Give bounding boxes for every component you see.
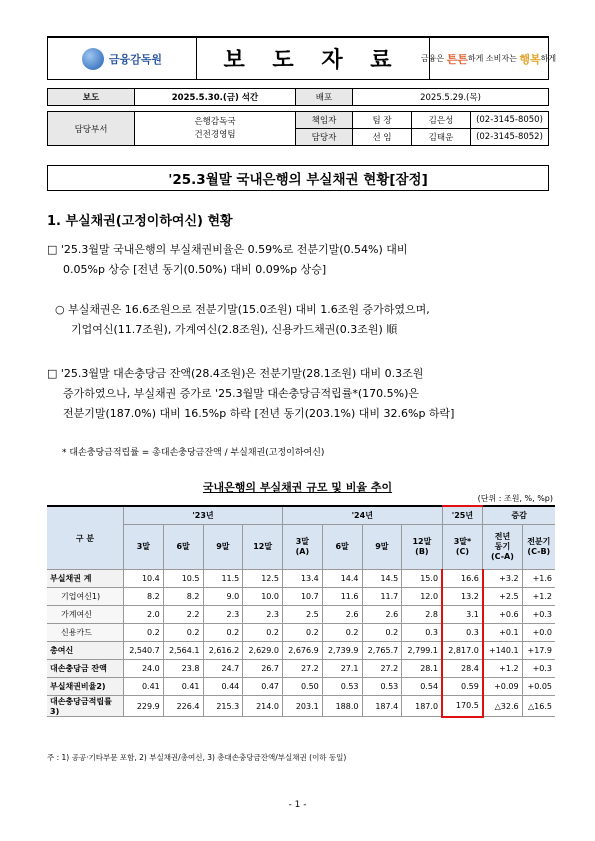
paragraph-3 (47, 364, 555, 424)
table-cell: +3.2 (483, 570, 522, 588)
table-cell: 10.4 (124, 570, 164, 588)
table-cell: 8.2 (163, 588, 203, 606)
table-cell: 0.44 (203, 678, 243, 696)
table-cell: 0.3 (402, 624, 442, 642)
table-cell: 2.2 (163, 606, 203, 624)
staff-phone: (02-3145-8052) (471, 129, 549, 146)
col-label-header: 구 분 (47, 506, 124, 570)
table-cell: 187.4 (362, 696, 402, 717)
table-cell: 2.3 (243, 606, 283, 624)
slogan-word2: 행복 (519, 52, 541, 66)
table-cell: 2.6 (322, 606, 362, 624)
table-cell: 0.2 (243, 624, 283, 642)
table-cell: 27.1 (322, 660, 362, 678)
table-cell: 2,540.7 (124, 642, 164, 660)
table-note: 주 : 1) 공공·기타부문 포함, 2) 부실채권/총여신, 3) 총대손충당금잔액/부실채권 (이하 동일) (47, 753, 347, 762)
table-cell: 226.4 (163, 696, 203, 717)
table-cell: 2,739.9 (322, 642, 362, 660)
table-row (47, 570, 555, 588)
table-cell: 11.6 (322, 588, 362, 606)
release-date: 2025.5.30.(금) 석간 (135, 89, 296, 106)
table-cell: △16.5 (522, 696, 555, 717)
table-cell: 14.4 (322, 570, 362, 588)
table-cell: 28.1 (402, 660, 442, 678)
table-cell: △32.6 (483, 696, 522, 717)
table-cell: 27.2 (283, 660, 323, 678)
table-cell: +17.9 (522, 642, 555, 660)
slogan-cell (420, 38, 557, 79)
table-cell: 28.4 (442, 660, 483, 678)
table-cell: 2,765.7 (362, 642, 402, 660)
table-row (47, 606, 555, 624)
table-cell: 2.0 (124, 606, 164, 624)
table-cell: 2,817.0 (442, 642, 483, 660)
table-cell: +0.1 (483, 624, 522, 642)
p2-line2: 기업여신(11.7조원), 가계여신(2.8조원), 신용카드채권(0.3조원) 順 (71, 323, 398, 336)
table-cell: 2.3 (203, 606, 243, 624)
table-cell: 0.2 (283, 624, 323, 642)
table-cell: 203.1 (283, 696, 323, 717)
table-cell: 10.7 (283, 588, 323, 606)
bullet-circle: ○ (55, 303, 65, 316)
table-title: 국내은행의 부실채권 규모 및 비율 추이 (202, 481, 393, 494)
slogan-prefix: 금융은 (420, 54, 445, 63)
table-cell: +1.2 (483, 660, 522, 678)
table-cell: 214.0 (243, 696, 283, 717)
slogan-suffix: 하게 (540, 54, 557, 63)
table-cell: 24.0 (124, 660, 164, 678)
year-header-24: '24년 (283, 506, 443, 525)
table-cell: 0.53 (322, 678, 362, 696)
table-cell: 2,799.1 (402, 642, 442, 660)
npl-data-table (47, 505, 555, 718)
table-cell: 2.8 (402, 606, 442, 624)
dept-name-2: 건전경영팀 (194, 129, 236, 140)
table-cell: 0.2 (163, 624, 203, 642)
table-cell: 0.47 (243, 678, 283, 696)
p3-line1: '25.3월말 대손충당금 잔액(28.4조원)은 전분기말(28.1조원) 대비 0.3조원 (60, 367, 424, 380)
table-cell: 10.0 (243, 588, 283, 606)
release-info-table (47, 88, 549, 106)
page-number: - 1 - (288, 800, 307, 810)
table-cell: 15.0 (402, 570, 442, 588)
logo-cell (48, 38, 197, 79)
dept-name-1: 은행감독국 (194, 116, 236, 127)
table-cell: 0.2 (362, 624, 402, 642)
title-cell (196, 38, 430, 79)
footnote-star: * 대손충당금적립률 = 총대손충당금잔액 / 부실채권(고정이하여신) (62, 448, 325, 458)
table-cell: 12.0 (402, 588, 442, 606)
table-cell: 14.5 (362, 570, 402, 588)
dist-label: 배포 (296, 89, 353, 106)
table-cell: 3.1 (442, 606, 483, 624)
dept-label: 담당부서 (48, 112, 135, 146)
col-header: 6말 (163, 525, 203, 570)
table-cell: 0.54 (402, 678, 442, 696)
year-header-25: '25년 (442, 506, 483, 525)
table-cell: 2,616.2 (203, 642, 243, 660)
logo-text: 금융감독원 (108, 52, 163, 66)
col-header: 9말 (362, 525, 402, 570)
table-cell: 0.2 (203, 624, 243, 642)
header-box (47, 36, 557, 80)
table-cell: 2,629.0 (243, 642, 283, 660)
table-cell: 13.2 (442, 588, 483, 606)
staff-title: 선 임 (353, 129, 412, 146)
table-cell: 11.7 (362, 588, 402, 606)
table-cell: +1.2 (522, 588, 555, 606)
dist-date: 2025.5.29.(목) (353, 89, 549, 106)
table-row (47, 588, 555, 606)
table-cell: +0.09 (483, 678, 522, 696)
col-header: 전년 동기 (C-A) (483, 525, 522, 570)
resp-phone: (02-3145-8050) (471, 112, 549, 129)
resp-title: 팀 장 (353, 112, 412, 129)
table-cell: +0.3 (522, 606, 555, 624)
table-cell: +0.3 (522, 660, 555, 678)
p3-line2: 증가하였으나, 부실채권 증가로 '25.3월말 대손충당금적립률*(170.5%)은 (63, 387, 420, 400)
table-cell: 215.3 (203, 696, 243, 717)
table-cell: 2.6 (362, 606, 402, 624)
release-label: 보도 (48, 89, 135, 106)
slogan-mid: 하게 소비자는 (467, 54, 517, 63)
table-cell: 0.2 (124, 624, 164, 642)
table-cell: 2.5 (283, 606, 323, 624)
table-cell: 9.0 (203, 588, 243, 606)
table-unit: (단위 : 조원, %, %p) (477, 494, 553, 503)
slogan-word1: 튼튼 (446, 52, 468, 66)
table-row (47, 642, 555, 660)
row-label: 부실채권 계 (47, 570, 124, 588)
row-label: 신용카드 (47, 624, 124, 642)
table-row (47, 660, 555, 678)
table-cell: 0.50 (283, 678, 323, 696)
row-label: 대손충당금적립률3) (47, 696, 124, 717)
staff-label: 담당자 (296, 129, 353, 146)
p3-line3: 전분기말(187.0%) 대비 16.5%p 하락 [전년 동기(203.1%) 대비 32.6%p 하락] (63, 407, 455, 420)
resp-label: 책임자 (296, 112, 353, 129)
table-cell: +0.6 (483, 606, 522, 624)
col-header: 6말 (322, 525, 362, 570)
bullet-square: □ (47, 243, 58, 256)
table-cell: 27.2 (362, 660, 402, 678)
table-cell: +1.6 (522, 570, 555, 588)
year-header-23: '23년 (124, 506, 283, 525)
table-cell: 0.2 (322, 624, 362, 642)
report-title: '25.3월말 국내은행의 부실채권 현황[잠정] (47, 165, 549, 191)
table-cell: 2,564.1 (163, 642, 203, 660)
section-heading: 1. 부실채권(고정이하여신) 현황 (47, 214, 233, 229)
table-cell: 10.5 (163, 570, 203, 588)
table-cell: 23.8 (163, 660, 203, 678)
table-cell: 0.53 (362, 678, 402, 696)
table-cell: 12.5 (243, 570, 283, 588)
table-cell: 0.41 (163, 678, 203, 696)
table-cell: 229.9 (124, 696, 164, 717)
table-cell: 0.59 (442, 678, 483, 696)
col-header: 3말* (C) (442, 525, 483, 570)
staff-name: 김태운 (412, 129, 471, 146)
bullet-square: □ (47, 367, 58, 380)
row-label: 대손충당금 잔액 (47, 660, 124, 678)
col-header: 3말 (A) (283, 525, 323, 570)
table-row (47, 624, 555, 642)
table-cell: 0.41 (124, 678, 164, 696)
table-cell: +0.05 (522, 678, 555, 696)
table-cell: +2.5 (483, 588, 522, 606)
col-header: 12말 (243, 525, 283, 570)
col-header: 3말 (124, 525, 164, 570)
dept-name (135, 112, 296, 146)
table-cell: 0.3 (442, 624, 483, 642)
table-cell: 170.5 (442, 696, 483, 717)
p1-line2: 0.05%p 상승 [전년 동기(0.50%) 대비 0.09%p 상승] (63, 263, 327, 276)
table-cell: 188.0 (322, 696, 362, 717)
table-cell: 11.5 (203, 570, 243, 588)
col-header: 전분기 (C-B) (522, 525, 555, 570)
col-header: 12말 (B) (402, 525, 442, 570)
p1-line1: '25.3월말 국내은행의 부실채권비율은 0.59%로 전분기말(0.54%) 대비 (60, 243, 408, 256)
table-cell: 24.7 (203, 660, 243, 678)
table-cell: 187.0 (402, 696, 442, 717)
table-cell: 8.2 (124, 588, 164, 606)
row-label: 총여신 (47, 642, 124, 660)
table-cell: +0.0 (522, 624, 555, 642)
row-label: 부실채권비율2) (47, 678, 124, 696)
paragraph-1 (47, 240, 555, 280)
change-header: 증감 (483, 506, 555, 525)
table-row (47, 696, 555, 717)
doc-type-title: 보 도 자 료 (223, 48, 402, 73)
paragraph-2 (55, 300, 555, 340)
table-cell: 13.4 (283, 570, 323, 588)
fss-logo-icon (82, 48, 104, 70)
row-label: 기업여신1) (47, 588, 124, 606)
table-cell: 26.7 (243, 660, 283, 678)
table-cell: 2,676.9 (283, 642, 323, 660)
resp-name: 김은성 (412, 112, 471, 129)
col-header: 9말 (203, 525, 243, 570)
table-cell: 16.6 (442, 570, 483, 588)
table-cell: +140.1 (483, 642, 522, 660)
p2-line1: 부실채권은 16.6조원으로 전분기말(15.0조원) 대비 1.6조원 증가하였으며, (68, 303, 430, 316)
table-row (47, 678, 555, 696)
row-label: 가계여신 (47, 606, 124, 624)
contact-table (47, 111, 549, 146)
